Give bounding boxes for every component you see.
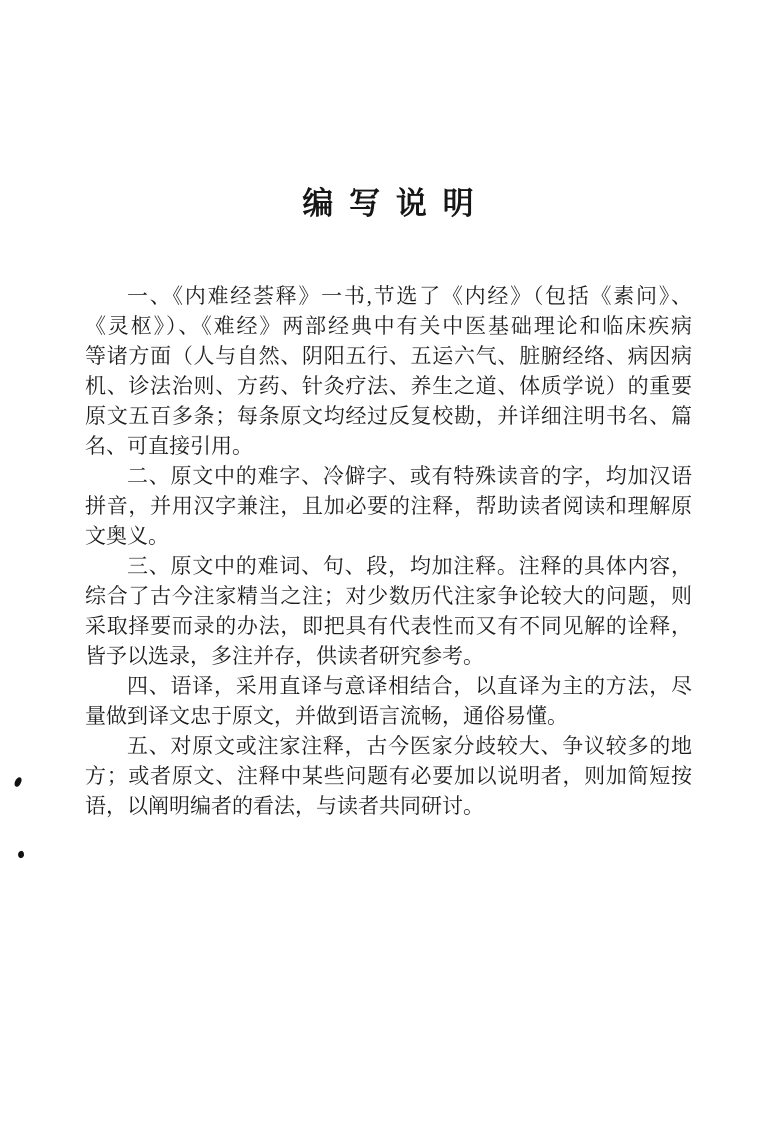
text-line: 三、原文中的难词、句、段，均加注释。注释的具体内容，	[127, 554, 692, 578]
text-line: 机、诊法治则、方药、针灸疗法、养生之道、体质学说）的重要	[85, 374, 692, 398]
ink-speck	[13, 776, 22, 787]
text-line: 综合了古今注家精当之注；对少数历代注家争论较大的问题，则	[85, 584, 692, 608]
text-line: 四、语译，采用直译与意译相结合，以直译为主的方法，尽	[127, 674, 692, 698]
text-line: 皆予以选录，多注并存，供读者研究参考。	[85, 644, 484, 668]
text-line: 原文五百多条；每条原文均经过反复校勘，并详细注明书名、篇	[85, 404, 692, 428]
text-line: 拼音，并用汉字兼注，且加必要的注释，帮助读者阅读和理解原	[85, 494, 692, 518]
ink-speck	[17, 851, 24, 859]
text-line: 方；或者原文、注释中某些问题有必要加以说明者，则加简短按	[85, 764, 692, 788]
text-line: 《灵枢》）、《难经》两部经典中有关中医基础理论和临床疾病	[85, 314, 692, 338]
text-line: 二、原文中的难字、冷僻字、或有特殊读音的字，均加汉语	[127, 464, 692, 488]
text-line: 一、《内难经荟释》一书,节选了《内经》（包括《素问》、	[127, 284, 692, 308]
text-line: 语，以阐明编者的看法，与读者共同研讨。	[85, 794, 484, 818]
text-line: 名、可直接引用。	[85, 434, 253, 458]
text-line: 量做到译文忠于原文，并做到语言流畅，通俗易懂。	[85, 704, 568, 728]
text-line: 采取择要而录的办法，即把具有代表性而又有不同见解的诠释，	[85, 614, 692, 638]
page-title: 编 写 说 明	[302, 186, 475, 221]
text-line: 五、对原文或注家注释，古今医家分歧较大、争议较多的地	[127, 734, 692, 758]
text-line: 等诸方面（人与自然、阴阳五行、五运六气、脏腑经络、病因病	[85, 344, 692, 368]
text-body	[85, 281, 692, 821]
text-line: 文奥义。	[85, 524, 169, 548]
